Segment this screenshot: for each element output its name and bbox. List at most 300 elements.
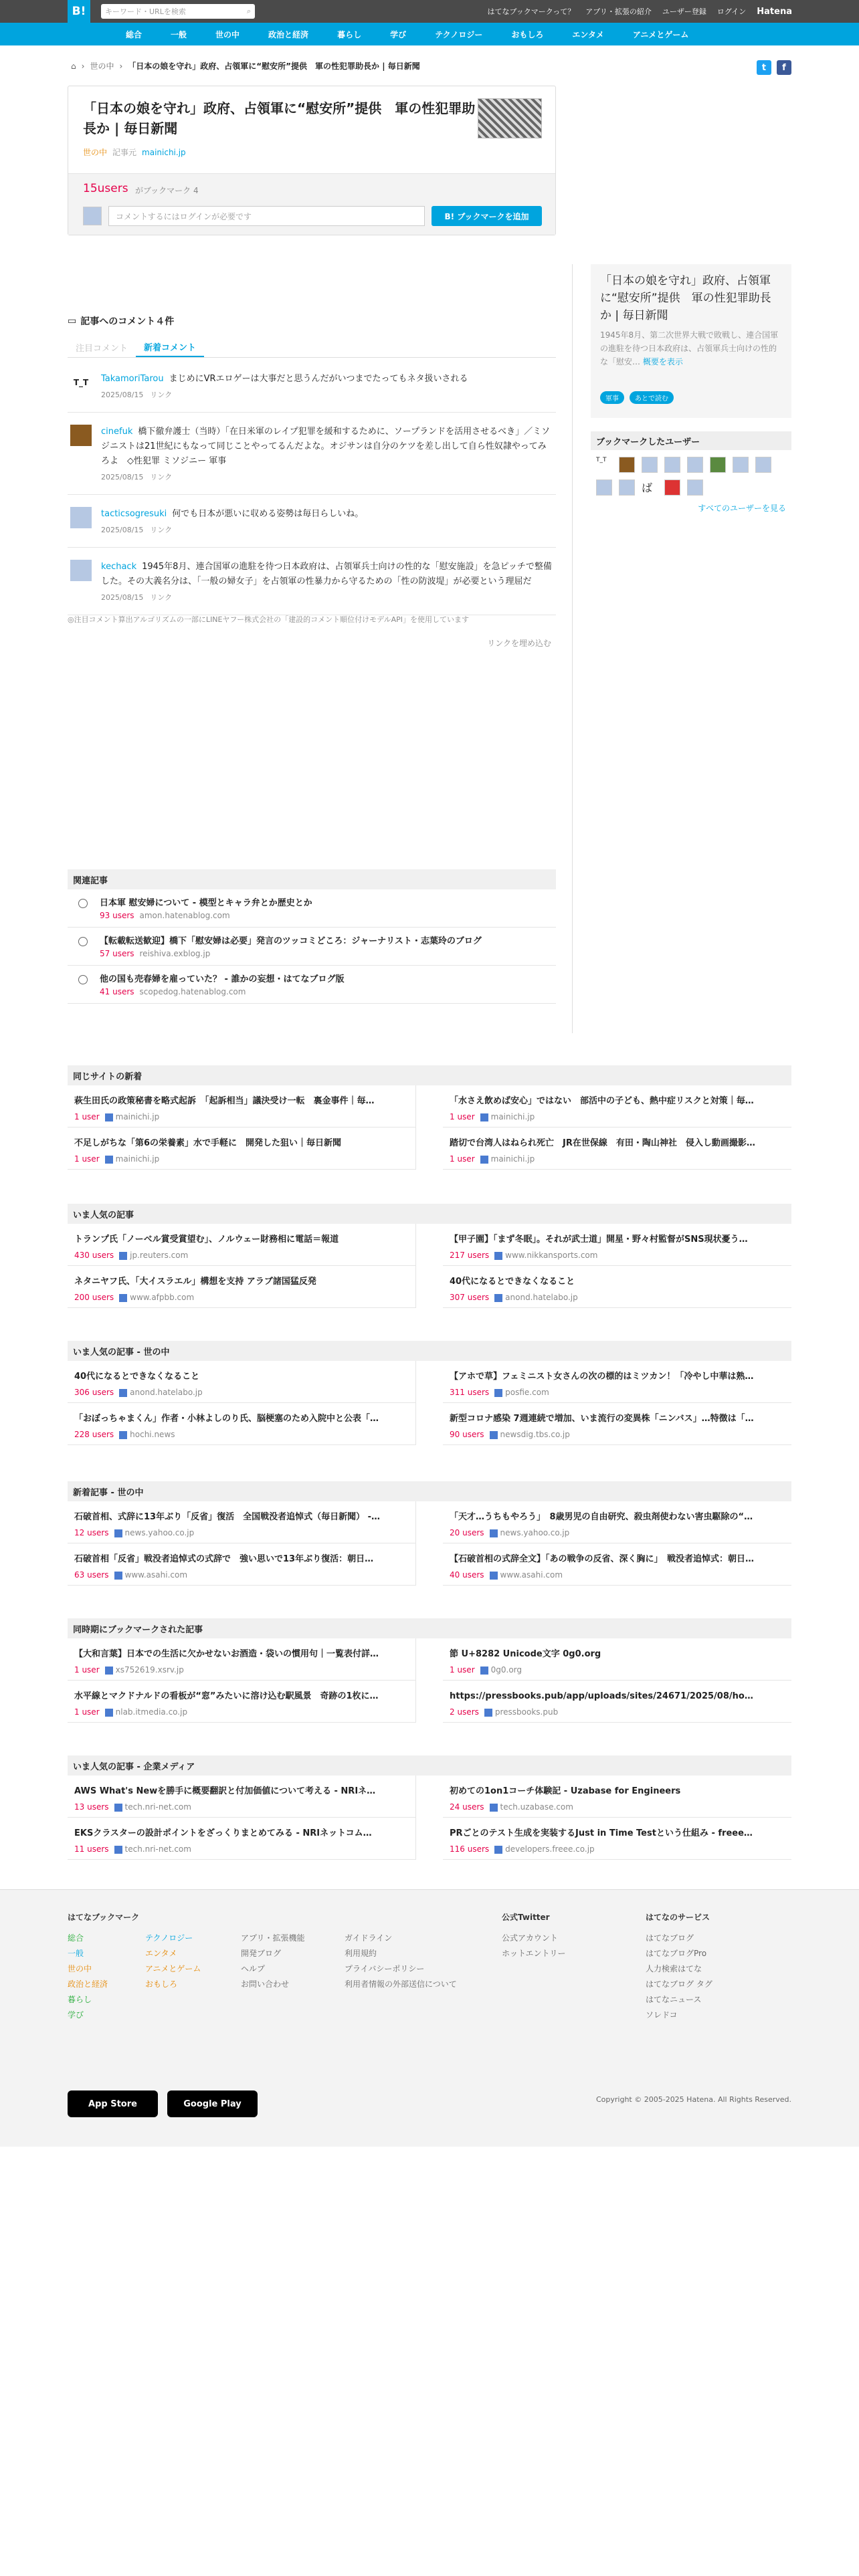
footer-service-link[interactable]: ソレドコ (646, 2010, 678, 2020)
avatar[interactable] (687, 457, 703, 473)
entry-item-domain[interactable]: tech.nri-net.com (124, 1802, 191, 1812)
breadcrumb-current: 「日本の娘を守れ」政府、占領軍に“慰安所”提供 軍の性犯罪助長か | 毎日新聞 (128, 62, 420, 71)
entry-item[interactable] (68, 1681, 416, 1723)
entry-thumbnail[interactable] (478, 98, 542, 138)
entry-item-title[interactable]: トランプ氏「ノーベル賞受賞望む」、ノルウェー財務相に電話＝報道 (74, 1235, 339, 1245)
category-fun[interactable]: おもしろ (511, 29, 544, 39)
entry-item-title[interactable]: PRごとのテスト生成を実装するJust in Time Testという仕組み - freee… (450, 1828, 753, 1838)
related-domain[interactable]: amon.hatenablog.com (139, 911, 230, 920)
entry-item-domain[interactable]: mainichi.jp (115, 1112, 160, 1121)
column-divider (572, 264, 573, 1033)
entry-item-title[interactable]: 踏切で台湾人はねられ死亡 JR在世保線 有田・陶山神社 侵入し動画撮影… (450, 1138, 755, 1148)
entry-item[interactable] (443, 1776, 791, 1818)
entry-item-users[interactable]: 1 user (74, 1665, 100, 1675)
bookmark-users-grid (591, 450, 791, 502)
embed-link[interactable]: リンクを埋め込む (487, 639, 551, 648)
entry-item-title[interactable]: EKSクラスターの設計ポイントをざっくりまとめてみる - NRIネットコム… (74, 1828, 372, 1838)
comment-user-name[interactable]: tacticsogresuki (101, 509, 167, 519)
entry-item-title[interactable]: ネタニヤフ氏、「大イスラエル」構想を支持 アラブ諸国猛反発 (74, 1277, 316, 1287)
entry-item-title[interactable]: 【石破首相の式辞全文】「あの戦争の反省、深く胸に」 戦没者追悼式：朝日… (450, 1554, 755, 1564)
comment-body (101, 425, 553, 485)
favicon-icon (490, 1431, 498, 1439)
comment-algorithm-note: ◎注目コメント算出アルゴリズムの一部にLINEヤフー株式会社の「建設的コメント順位付けモデルAPI」を使用しています (68, 615, 470, 624)
entry-item-meta (450, 1154, 785, 1164)
comment-item (68, 421, 556, 495)
entry-item[interactable] (443, 1266, 791, 1308)
search-input[interactable]: キーワード・URLを検索 ⌕ (101, 4, 255, 19)
entry-item-meta (450, 1570, 785, 1580)
entry-item-title[interactable]: 初めての1on1コーチ体験記 - Uzabase for Engineers (450, 1786, 681, 1796)
footer-category-link[interactable]: 世の中 (68, 1964, 92, 1973)
avatar[interactable] (755, 457, 771, 473)
home-icon[interactable]: ⌂ (71, 61, 76, 71)
tag-read-later[interactable]: あとで読む (630, 391, 674, 404)
section-heading: 新着記事 - 世の中 (68, 1481, 791, 1501)
entry-item-title[interactable]: 「おぼっちゃまくん」作者・小林よしのり氏、脳梗塞のため入院中と公表「… (74, 1414, 379, 1424)
entry-item-meta (450, 1528, 785, 1537)
comment-text (101, 372, 468, 387)
footer-link[interactable]: ガイドライン (345, 1933, 393, 1943)
entry-item-users[interactable]: 1 user (450, 1665, 475, 1675)
entry-item[interactable] (68, 1543, 416, 1586)
breadcrumb: ⌂ › 世の中 › 「日本の娘を守れ」政府、占領軍に“慰安所”提供 軍の性犯罪助長か | 毎日新聞 (71, 61, 420, 71)
entry-item[interactable] (68, 1085, 416, 1128)
entry-item-users[interactable]: 307 users (450, 1293, 490, 1302)
comment-user-name[interactable]: TakamoriTarou (101, 374, 164, 384)
footer-service-link[interactable]: はてなニュース (646, 1995, 702, 2004)
category-game[interactable]: アニメとゲーム (632, 29, 689, 39)
footer-category-link[interactable]: おもしろ (145, 1979, 178, 1989)
entry-item[interactable] (443, 1128, 791, 1170)
favicon-icon (490, 1804, 498, 1812)
entry-item-domain[interactable]: xs752619.xsrv.jp (115, 1665, 184, 1675)
avatar[interactable] (70, 560, 92, 581)
favicon-icon (105, 1709, 113, 1717)
avatar[interactable] (619, 457, 635, 473)
favicon-icon (119, 1431, 127, 1439)
category-entertainment[interactable]: エンタメ (572, 29, 604, 39)
section-grid (68, 1776, 791, 1860)
footer-service-link[interactable]: はてなブログPro (646, 1949, 707, 1958)
related-icon (78, 899, 88, 908)
category-knowledge[interactable]: 学び (390, 29, 407, 39)
comment-user-name[interactable]: kechack (101, 562, 137, 572)
entry-item-meta (74, 1707, 402, 1717)
entry-item-users[interactable]: 1 user (74, 1112, 100, 1121)
entry-item-users[interactable]: 306 users (74, 1388, 114, 1397)
related-users[interactable]: 93 users (100, 911, 134, 920)
entry-item[interactable] (68, 1501, 416, 1543)
entry-item-domain[interactable]: news.yahoo.co.jp (124, 1528, 195, 1537)
footer-link[interactable]: 利用者情報の外部送信について (345, 1979, 457, 1989)
comment-link[interactable]: リンク (150, 473, 173, 481)
footer-services-col: はてなのサービス はてなブログ はてなブログPro 人力検索はてな はてなブログ タグ はてなニュース ソレドコ (646, 1910, 712, 2023)
avatar[interactable] (664, 479, 680, 496)
footer-twitter-link[interactable]: ホットエントリー (502, 1949, 566, 1958)
favicon-icon (114, 1846, 122, 1854)
entry-item-users[interactable]: 20 users (450, 1528, 484, 1537)
favicon-icon (484, 1709, 492, 1717)
footer-category-link[interactable]: 学び (68, 2010, 84, 2020)
avatar[interactable] (70, 507, 92, 528)
footer-service-link[interactable]: 人力検索はてな (646, 1964, 702, 1973)
entry-card (68, 86, 556, 235)
entry-item[interactable] (68, 1224, 416, 1266)
entry-category[interactable]: 世の中 (83, 148, 108, 157)
entry-item-domain[interactable]: anond.hatelabo.jp (505, 1293, 578, 1302)
comment-date[interactable]: 2025/08/15 (101, 391, 144, 399)
comment-link[interactable]: リンク (150, 593, 173, 602)
category-general2[interactable]: 一般 (171, 29, 187, 39)
entry-item-title[interactable]: 萩生田氏の政策秘書を略式起訴 「起訴相当」議決受け一転 裏金事件｜毎… (74, 1096, 375, 1106)
footer-twitter-link[interactable]: 公式アカウント (502, 1933, 558, 1943)
footer (0, 1889, 859, 2147)
entry-item-meta (74, 1844, 402, 1854)
entry-item[interactable] (443, 1638, 791, 1681)
related-item[interactable] (68, 966, 556, 1004)
footer-category-link[interactable]: 総合 (68, 1933, 84, 1943)
comment-icon: ▭ (68, 316, 77, 326)
section-1 (68, 1204, 791, 1308)
footer-category-link[interactable]: テクノロジー (145, 1933, 193, 1943)
related-body (100, 972, 344, 996)
entry-item-title[interactable]: 新型コロナ感染 7週連続で増加、いま流行の変異株「ニンバス」…特徴は「… (450, 1414, 754, 1424)
facebook-share-icon[interactable]: f (777, 60, 791, 75)
comment-input[interactable]: コメントするにはログインが必要です (108, 206, 425, 226)
comment-date[interactable]: 2025/08/15 (101, 526, 144, 534)
favicon-icon (114, 1529, 122, 1537)
entry-item-users[interactable]: 24 users (450, 1802, 484, 1812)
entry-item-meta (450, 1388, 785, 1397)
sidebar (591, 264, 791, 514)
entry-item-meta (74, 1388, 402, 1397)
comment-row (83, 206, 542, 226)
sidebar-summary (591, 264, 791, 418)
entry-item[interactable] (443, 1681, 791, 1723)
tab-new-comments[interactable]: 新着コメント (136, 338, 204, 357)
entry-item-title[interactable]: 「水さえ飲めば安心」ではない 部活中の子ども、熱中症リスクと対策｜毎… (450, 1096, 754, 1106)
see-all-users-link[interactable]: すべてのユーザーを見る (698, 504, 786, 513)
section-5 (68, 1755, 791, 1860)
related-users[interactable]: 41 users (100, 987, 134, 996)
section-grid (68, 1638, 791, 1723)
comment-user-name[interactable]: cinefuk (101, 427, 133, 437)
nav-apps[interactable]: アプリ・拡張の紹介 (585, 7, 652, 16)
hatena-bookmark-logo[interactable]: B! (68, 0, 90, 23)
related-body (100, 896, 312, 920)
entry-item-users[interactable]: 40 users (450, 1570, 484, 1580)
footer-category-link[interactable]: 暮らし (68, 1995, 92, 2004)
avatar[interactable]: T_T (70, 372, 92, 393)
favicon-icon (480, 1156, 488, 1164)
entry-item-domain[interactable]: www.nikkansports.com (505, 1251, 598, 1260)
comment-content: 1945年8月、連合国軍の進駐を待つ日本政府は、占領軍兵士向けの性的な「慰安施設」を急ピッチで整備した。その大義名分は、「一般の婦女子」を占領軍の性暴力から守るための「性の防波堤」が必要という理屈だ (101, 562, 552, 586)
entry-item-users[interactable]: 63 users (74, 1570, 109, 1580)
section-heading: いま人気の記事 - 企業メディア (68, 1755, 791, 1776)
entry-item-meta (450, 1844, 785, 1854)
related-title[interactable]: 【転載転送歓迎】橋下「慰安婦は必要」発言のツッコミどころ：ジャーナリスト・志葉玲のブログ (100, 936, 482, 946)
footer-category-link[interactable]: 政治と経済 (68, 1979, 108, 1989)
entry-item-domain[interactable]: developers.freee.co.jp (505, 1844, 595, 1854)
comment-link[interactable]: リンク (150, 526, 173, 534)
entry-item-domain[interactable]: mainichi.jp (490, 1154, 535, 1164)
avatar[interactable] (710, 457, 726, 473)
entry-item-meta (74, 1430, 402, 1439)
app-store-badge[interactable]: App Store (68, 2090, 158, 2117)
entry-item[interactable] (68, 1361, 416, 1403)
favicon-icon (494, 1389, 502, 1397)
entry-item-title[interactable]: 「天才…うちもやろう」 8歳男児の自由研究、殺虫剤使わない害虫駆除の“… (450, 1512, 753, 1522)
entry-item-domain[interactable]: mainichi.jp (115, 1154, 160, 1164)
avatar[interactable] (664, 457, 680, 473)
related-title[interactable]: 日本軍 慰安婦について - 模型とキャラ弁とか歴史とか (100, 898, 312, 908)
entry-title[interactable]: 「日本の娘を守れ」政府、占領軍に“慰安所”提供 軍の性犯罪助長か | 毎日新聞 (83, 100, 476, 136)
footer-link[interactable]: アプリ・拡張機能 (241, 1933, 305, 1943)
related-meta (100, 949, 482, 958)
related-title[interactable]: 他の国も売春婦を雇っていた？ - 誰かの妄想・はてなブログ版 (100, 974, 345, 984)
footer-link[interactable]: お問い合わせ (241, 1979, 290, 1989)
footer-category-link[interactable]: 一般 (68, 1949, 84, 1958)
avatar[interactable]: ば (642, 479, 658, 496)
comment-date-row (101, 591, 553, 605)
entry-item-title[interactable]: 【甲子園】「まず冬眠」。それが武士道」開星・野々村監督がSNS現状憂う… (450, 1235, 748, 1245)
entry-item-users[interactable]: 116 users (450, 1844, 490, 1854)
comment-text (101, 560, 553, 589)
footer-link[interactable]: 開発ブログ (241, 1949, 282, 1958)
entry-item-meta (74, 1251, 402, 1260)
entry-item[interactable] (443, 1501, 791, 1543)
top-bar (0, 0, 859, 23)
related-domain[interactable]: reishiva.exblog.jp (139, 949, 211, 958)
entry-item-users[interactable]: 1 user (74, 1154, 100, 1164)
entry-item[interactable] (443, 1085, 791, 1128)
comment-item (68, 556, 556, 615)
entry-item-domain[interactable]: www.asahi.com (124, 1570, 188, 1580)
favicon-icon (105, 1667, 113, 1675)
section-heading: 同じサイトの新着 (68, 1065, 791, 1085)
entry-item-users[interactable]: 11 users (74, 1844, 109, 1854)
tag-military[interactable]: 軍事 (600, 391, 624, 404)
entry-item-users[interactable]: 200 users (74, 1293, 114, 1302)
category-general[interactable]: 総合 (126, 29, 142, 39)
search-icon[interactable]: ⌕ (246, 7, 251, 15)
comment-date-row (101, 523, 363, 538)
breadcrumb-parent[interactable]: 世の中 (90, 62, 114, 71)
entry-item-users[interactable]: 1 user (450, 1154, 475, 1164)
entry-item-domain[interactable]: posfie.com (505, 1388, 549, 1397)
bookmark-users-count[interactable]: 15users (83, 182, 128, 195)
footer-category-link[interactable]: エンタメ (145, 1949, 177, 1958)
section-grid (68, 1501, 791, 1586)
related-body (100, 934, 482, 958)
section-grid (68, 1224, 791, 1308)
avatar[interactable] (642, 457, 658, 473)
hatena-logo[interactable]: Hatena (757, 6, 792, 17)
favicon-icon (105, 1113, 113, 1121)
bookmark-users-head: ブックマークしたユーザー (591, 431, 791, 450)
footer-heading: はてなブックマーク (68, 1913, 140, 1922)
entry-item-users[interactable]: 228 users (74, 1430, 114, 1439)
section-heading: いま人気の記事 - 世の中 (68, 1341, 791, 1361)
comment-tabs (68, 338, 556, 358)
entry-item-domain[interactable]: mainichi.jp (490, 1112, 535, 1121)
favicon-icon (114, 1572, 122, 1580)
entry-item[interactable] (443, 1818, 791, 1860)
comment-content: まじめにVRエロゲーは大事だと思うんだがいつまでたってもネタ扱いされる (169, 374, 468, 384)
favicon-icon (490, 1572, 498, 1580)
related-domain[interactable]: scopedog.hatenablog.com (139, 987, 246, 996)
footer-col-guide (345, 1931, 457, 1992)
avatar[interactable]: T_T (596, 457, 612, 473)
entry-item-domain[interactable]: tech.nri-net.com (124, 1844, 191, 1854)
section-3 (68, 1481, 791, 1586)
comment-item (68, 368, 556, 413)
entry-item-meta (74, 1112, 402, 1121)
entry-item-domain[interactable]: nlab.itmedia.co.jp (115, 1707, 188, 1717)
comments-heading: ▭ 記事へのコメント４件 (68, 316, 175, 327)
entry-item[interactable] (68, 1776, 416, 1818)
related-meta (100, 987, 344, 996)
nav-login[interactable]: ログイン (717, 7, 747, 16)
entry-item[interactable] (443, 1361, 791, 1403)
related-users[interactable]: 57 users (100, 949, 134, 958)
favicon-icon (114, 1804, 122, 1812)
entry-item-domain[interactable]: news.yahoo.co.jp (500, 1528, 570, 1537)
entry-item-title[interactable]: 不足しがちな「第6の栄養素」水で手軽に 開発した狙い｜毎日新聞 (74, 1138, 342, 1148)
entry-item-users[interactable]: 1 user (74, 1707, 100, 1717)
comment-list (68, 368, 556, 623)
favicon-icon (494, 1252, 502, 1260)
comment-date-row (101, 470, 553, 485)
entry-item-meta (74, 1665, 402, 1675)
tag-list (600, 391, 674, 404)
entry-item-meta (74, 1570, 402, 1580)
section-4 (68, 1618, 791, 1723)
favicon-icon (480, 1667, 488, 1675)
entry-item-users[interactable]: 13 users (74, 1802, 109, 1812)
footer-service-link[interactable]: はてなブログ タグ (646, 1979, 712, 1989)
entry-item-domain[interactable]: tech.uzabase.com (500, 1802, 573, 1812)
avatar[interactable] (733, 457, 749, 473)
entry-item-meta (450, 1802, 785, 1812)
entry-footer (68, 173, 555, 235)
entry-item-domain[interactable]: www.afpbb.com (130, 1293, 195, 1302)
related-item[interactable] (68, 928, 556, 966)
comment-date[interactable]: 2025/08/15 (101, 593, 144, 602)
entry-item-title[interactable]: 水平線とマクドナルドの看板が“窓”みたいに溶け込む駅風景 奇跡の1枚に… (74, 1691, 379, 1701)
entry-item-users[interactable]: 12 users (74, 1528, 109, 1537)
entry-item-title[interactable]: 40代になるとできなくなること (74, 1372, 200, 1382)
twitter-share-icon[interactable]: t (757, 60, 771, 75)
footer-link[interactable]: ヘルプ (241, 1964, 266, 1973)
comment-body (101, 560, 553, 605)
entry-item[interactable] (443, 1403, 791, 1445)
entry-item[interactable] (68, 1128, 416, 1170)
footer-service-link[interactable]: はてなブログ (646, 1933, 694, 1943)
google-play-badge[interactable]: Google Play (167, 2090, 258, 2117)
entry-item[interactable] (68, 1403, 416, 1445)
entry-item-users[interactable]: 90 users (450, 1430, 484, 1439)
related-item[interactable] (68, 889, 556, 928)
entry-item-domain[interactable]: newsdig.tbs.co.jp (500, 1430, 570, 1439)
category-social[interactable]: 世の中 (215, 29, 240, 39)
entry-item-domain[interactable]: 0g0.org (490, 1665, 522, 1675)
avatar[interactable] (596, 479, 612, 496)
entry-item-users[interactable]: 311 users (450, 1388, 490, 1397)
favicon-icon (119, 1389, 127, 1397)
sidebar-desc: 1945年8月、第二次世界大戦で敗戦し、連合国軍の進駐を待つ日本政府は、占領軍兵士向けの性的な「慰安… 概要を表示 (600, 330, 779, 366)
entry-item[interactable] (68, 1266, 416, 1308)
footer-twitter-col: 公式Twitter 公式アカウント ホットエントリー (502, 1910, 566, 1961)
entry-item-users[interactable]: 1 user (450, 1112, 475, 1121)
entry-item-title[interactable]: 節 U+8282 Unicode文字 0g0.org (450, 1649, 601, 1659)
related-heading: 関連記事 (68, 869, 556, 889)
nav-about[interactable]: はてなブックマークって？ (487, 7, 575, 16)
entry-item-users[interactable]: 2 users (450, 1707, 479, 1717)
section-grid (68, 1361, 791, 1445)
entry-item-title[interactable]: AWS What's Newを勝手に概要翻訳と付加価値について考える - NRIネ… (74, 1786, 376, 1796)
entry-item-meta (74, 1293, 402, 1302)
sidebar-title[interactable]: 「日本の娘を守れ」政府、占領軍に“慰安所”提供 軍の性犯罪助長か | 毎日新聞 (600, 274, 771, 322)
related-icon (78, 937, 88, 946)
show-summary-link[interactable]: 概要を表示 (642, 357, 683, 366)
category-economics[interactable]: 政治と経済 (268, 29, 309, 39)
footer-link[interactable]: プライバシーポリシー (345, 1964, 425, 1973)
add-bookmark-button[interactable]: B! ブックマークを追加 (432, 206, 542, 226)
entry-item-domain[interactable]: pressbooks.pub (494, 1707, 559, 1717)
comment-text (101, 425, 553, 469)
related-entries (68, 869, 556, 1004)
entry-item[interactable] (443, 1224, 791, 1266)
entry-item-title[interactable]: 【大和言葉】日本での生活に欠かせないお酒造・袋いの慣用句｜一覧表付詳… (74, 1649, 379, 1659)
entry-item-users[interactable]: 430 users (74, 1251, 114, 1260)
entry-item-title[interactable]: 石破首相、式辞に13年ぶり「反省」復活 全国戦没者追悼式（毎日新聞） -… (74, 1512, 381, 1522)
comment-body (101, 507, 363, 538)
entry-item-title[interactable]: 【アホで草】フェミニスト女さんの次の標的はミツカン！「冷やし中華は熟… (450, 1372, 754, 1382)
comment-date-row (101, 388, 468, 403)
entry-item[interactable] (68, 1638, 416, 1681)
avatar[interactable] (70, 425, 92, 446)
entry-item-domain[interactable]: jp.reuters.com (130, 1251, 189, 1260)
entry-item-domain[interactable]: hochi.news (130, 1430, 175, 1439)
entry-item-meta (74, 1154, 402, 1164)
nav-register[interactable]: ユーザー登録 (662, 7, 706, 16)
footer-category-link[interactable]: アニメとゲーム (145, 1964, 201, 1973)
favicon-icon (494, 1294, 502, 1302)
entry-item-users[interactable]: 217 users (450, 1251, 490, 1260)
avatar[interactable] (687, 479, 703, 496)
entry-item-title[interactable]: 40代になるとできなくなること (450, 1277, 575, 1287)
avatar[interactable] (619, 479, 635, 496)
entry-item-title[interactable]: https://pressbooks.pub/app/uploads/sites/24671/2025/08/ho… (450, 1691, 753, 1701)
section-heading: いま人気の記事 (68, 1204, 791, 1224)
comment-date[interactable]: 2025/08/15 (101, 473, 144, 481)
entry-item-meta (74, 1802, 402, 1812)
category-life[interactable]: 暮らし (337, 29, 362, 39)
footer-link[interactable]: 利用規約 (345, 1949, 377, 1958)
entry-item[interactable] (443, 1543, 791, 1586)
comment-link[interactable]: リンク (150, 391, 173, 399)
entry-item-title[interactable]: 石破首相「反省」戦没者追悼式の式辞で 強い思いで13年ぶり復活：朝日… (74, 1554, 374, 1564)
entry-item-meta (74, 1528, 402, 1537)
entry-domain[interactable]: mainichi.jp (142, 147, 186, 157)
avatar (83, 207, 102, 225)
category-it[interactable]: テクノロジー (435, 29, 483, 39)
entry-item-domain[interactable]: anond.hatelabo.jp (130, 1388, 203, 1397)
entry-item[interactable] (68, 1818, 416, 1860)
entry-item-domain[interactable]: www.asahi.com (500, 1570, 563, 1580)
tab-popular-comments[interactable]: 注目コメント (76, 344, 128, 354)
